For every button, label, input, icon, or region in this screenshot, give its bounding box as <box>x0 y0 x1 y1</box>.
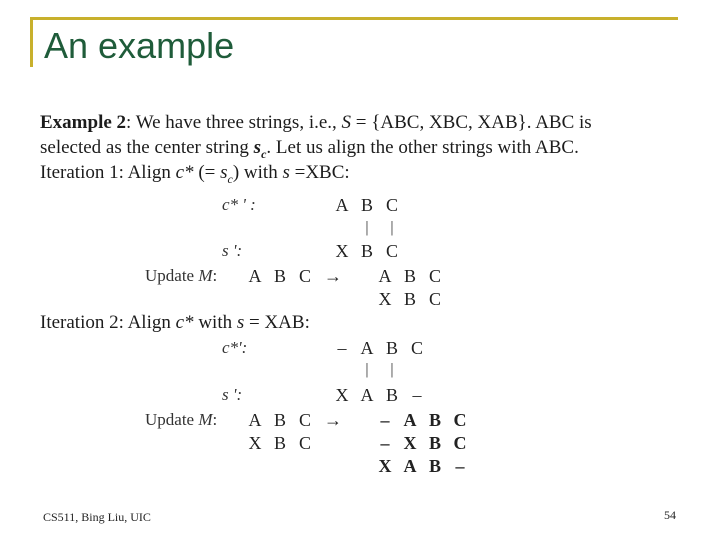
footer-course-label: CS511, Bing Liu, UIC <box>43 510 151 524</box>
iter2-m-after-char: B <box>428 433 441 453</box>
iter2-s-char: A <box>360 385 374 405</box>
iter2-m-before-char: B <box>273 433 286 453</box>
iter1-s-char: X <box>335 241 349 261</box>
iter1-m-before-char: A <box>248 266 262 286</box>
iter1-m-after-char: B <box>403 289 416 309</box>
iter1-s-char: B <box>360 241 373 261</box>
iter2-m-after-char: X <box>403 433 417 453</box>
body-line-3-text-a: Iteration 1: Align <box>40 162 176 183</box>
iter1-s-char: C <box>385 241 398 261</box>
body-line-1-text-a: : We have three strings, i.e., <box>126 112 342 133</box>
cstar-symbol: c* <box>175 162 194 183</box>
page-number: 54 <box>664 508 676 522</box>
iter1-arrow: → <box>324 266 342 286</box>
body-line-1-text-b: = {ABC, XBC, XAB}. ABC is <box>351 112 592 133</box>
iter2-cstar-char: C <box>410 338 423 358</box>
iter2-m-before-char: A <box>248 410 262 430</box>
iter1-match-bar: | <box>390 219 394 236</box>
iter1-cstar-label: c* ' : <box>222 195 256 214</box>
center-string-symbol: $s_c$ <box>253 137 267 161</box>
body-line-4-text-c: = XAB: <box>244 312 310 333</box>
iter2-cstar-label: c*': <box>222 338 248 357</box>
set-symbol: S <box>341 112 352 133</box>
body-line-2-text-b: . Let us align the other strings with ABC. <box>266 137 579 158</box>
iter2-m-after-char: X <box>378 456 392 476</box>
body-line-2 <box>40 137 579 165</box>
iter2-s-label: s ': <box>222 385 243 404</box>
s-symbol: s <box>282 162 290 183</box>
iter2-m-after-char: B <box>428 456 441 476</box>
body-line-1 <box>40 112 592 134</box>
iter2-m-after-char: – <box>380 410 390 430</box>
body-line-4 <box>40 312 310 334</box>
iter1-match-bar: | <box>365 219 369 236</box>
iter2-m-before-char: B <box>273 410 286 430</box>
iter1-m-after-char: A <box>378 266 392 286</box>
title-frame-top-rule <box>30 17 678 20</box>
slide-title: An example <box>44 25 235 66</box>
iter2-arrow: → <box>324 410 342 430</box>
iter2-m-after-char: A <box>403 410 417 430</box>
iter2-match-bar: | <box>365 361 369 378</box>
iter1-m-after-char: B <box>403 266 416 286</box>
iter2-match-bar: | <box>390 361 394 378</box>
body-line-2-text-a: selected as the center string <box>40 137 254 158</box>
iter2-m-after-char: A <box>403 456 417 476</box>
body-line-4-text-a: Iteration 2: Align <box>40 312 176 333</box>
iter1-s-label: s ': <box>222 241 243 260</box>
iter2-s-char: – <box>412 385 422 405</box>
body-line-3-text-d: =XBC: <box>289 162 350 183</box>
iter1-m-after-char: C <box>428 266 441 286</box>
iter2-m-before-char: C <box>298 433 311 453</box>
center-string-symbol-2: $s_c$ <box>220 162 233 186</box>
iter2-m-after-char: – <box>455 456 465 476</box>
iter2-m-after-char: B <box>428 410 441 430</box>
iter2-m-after-char: C <box>453 433 467 453</box>
title-frame-left-rule <box>30 17 33 67</box>
iter2-m-before-char: X <box>248 433 262 453</box>
iter2-m-before-char: C <box>298 410 311 430</box>
iter2-m-after-char: C <box>453 410 467 430</box>
iter2-m-after-char: – <box>380 433 390 453</box>
iter2-cstar-char: B <box>385 338 398 358</box>
iter1-m-before-char: C <box>298 266 311 286</box>
iter2-cstar-char: A <box>360 338 374 358</box>
cstar-symbol-2: c* <box>175 312 194 333</box>
iter2-cstar-char: – <box>337 338 347 358</box>
example-label: Example 2 <box>40 112 127 133</box>
iter1-update-label: Update M: <box>145 266 218 285</box>
iter2-update-label: Update M: <box>145 410 218 429</box>
body-line-3 <box>40 162 350 190</box>
s-symbol-2: s <box>236 312 245 333</box>
body-line-4-text-b: with <box>193 312 237 333</box>
iter2-s-char: X <box>335 385 349 405</box>
iter1-m-after-char: X <box>378 289 392 309</box>
iter1-cstar-char: C <box>385 195 398 215</box>
body-line-3-text-c: ) with <box>232 162 283 183</box>
iter1-cstar-char: A <box>335 195 349 215</box>
body-line-3-text-b: (= <box>193 162 221 183</box>
iter1-cstar-char: B <box>360 195 373 215</box>
iter2-s-char: B <box>385 385 398 405</box>
iter1-m-before-char: B <box>273 266 286 286</box>
iter1-m-after-char: C <box>428 289 441 309</box>
